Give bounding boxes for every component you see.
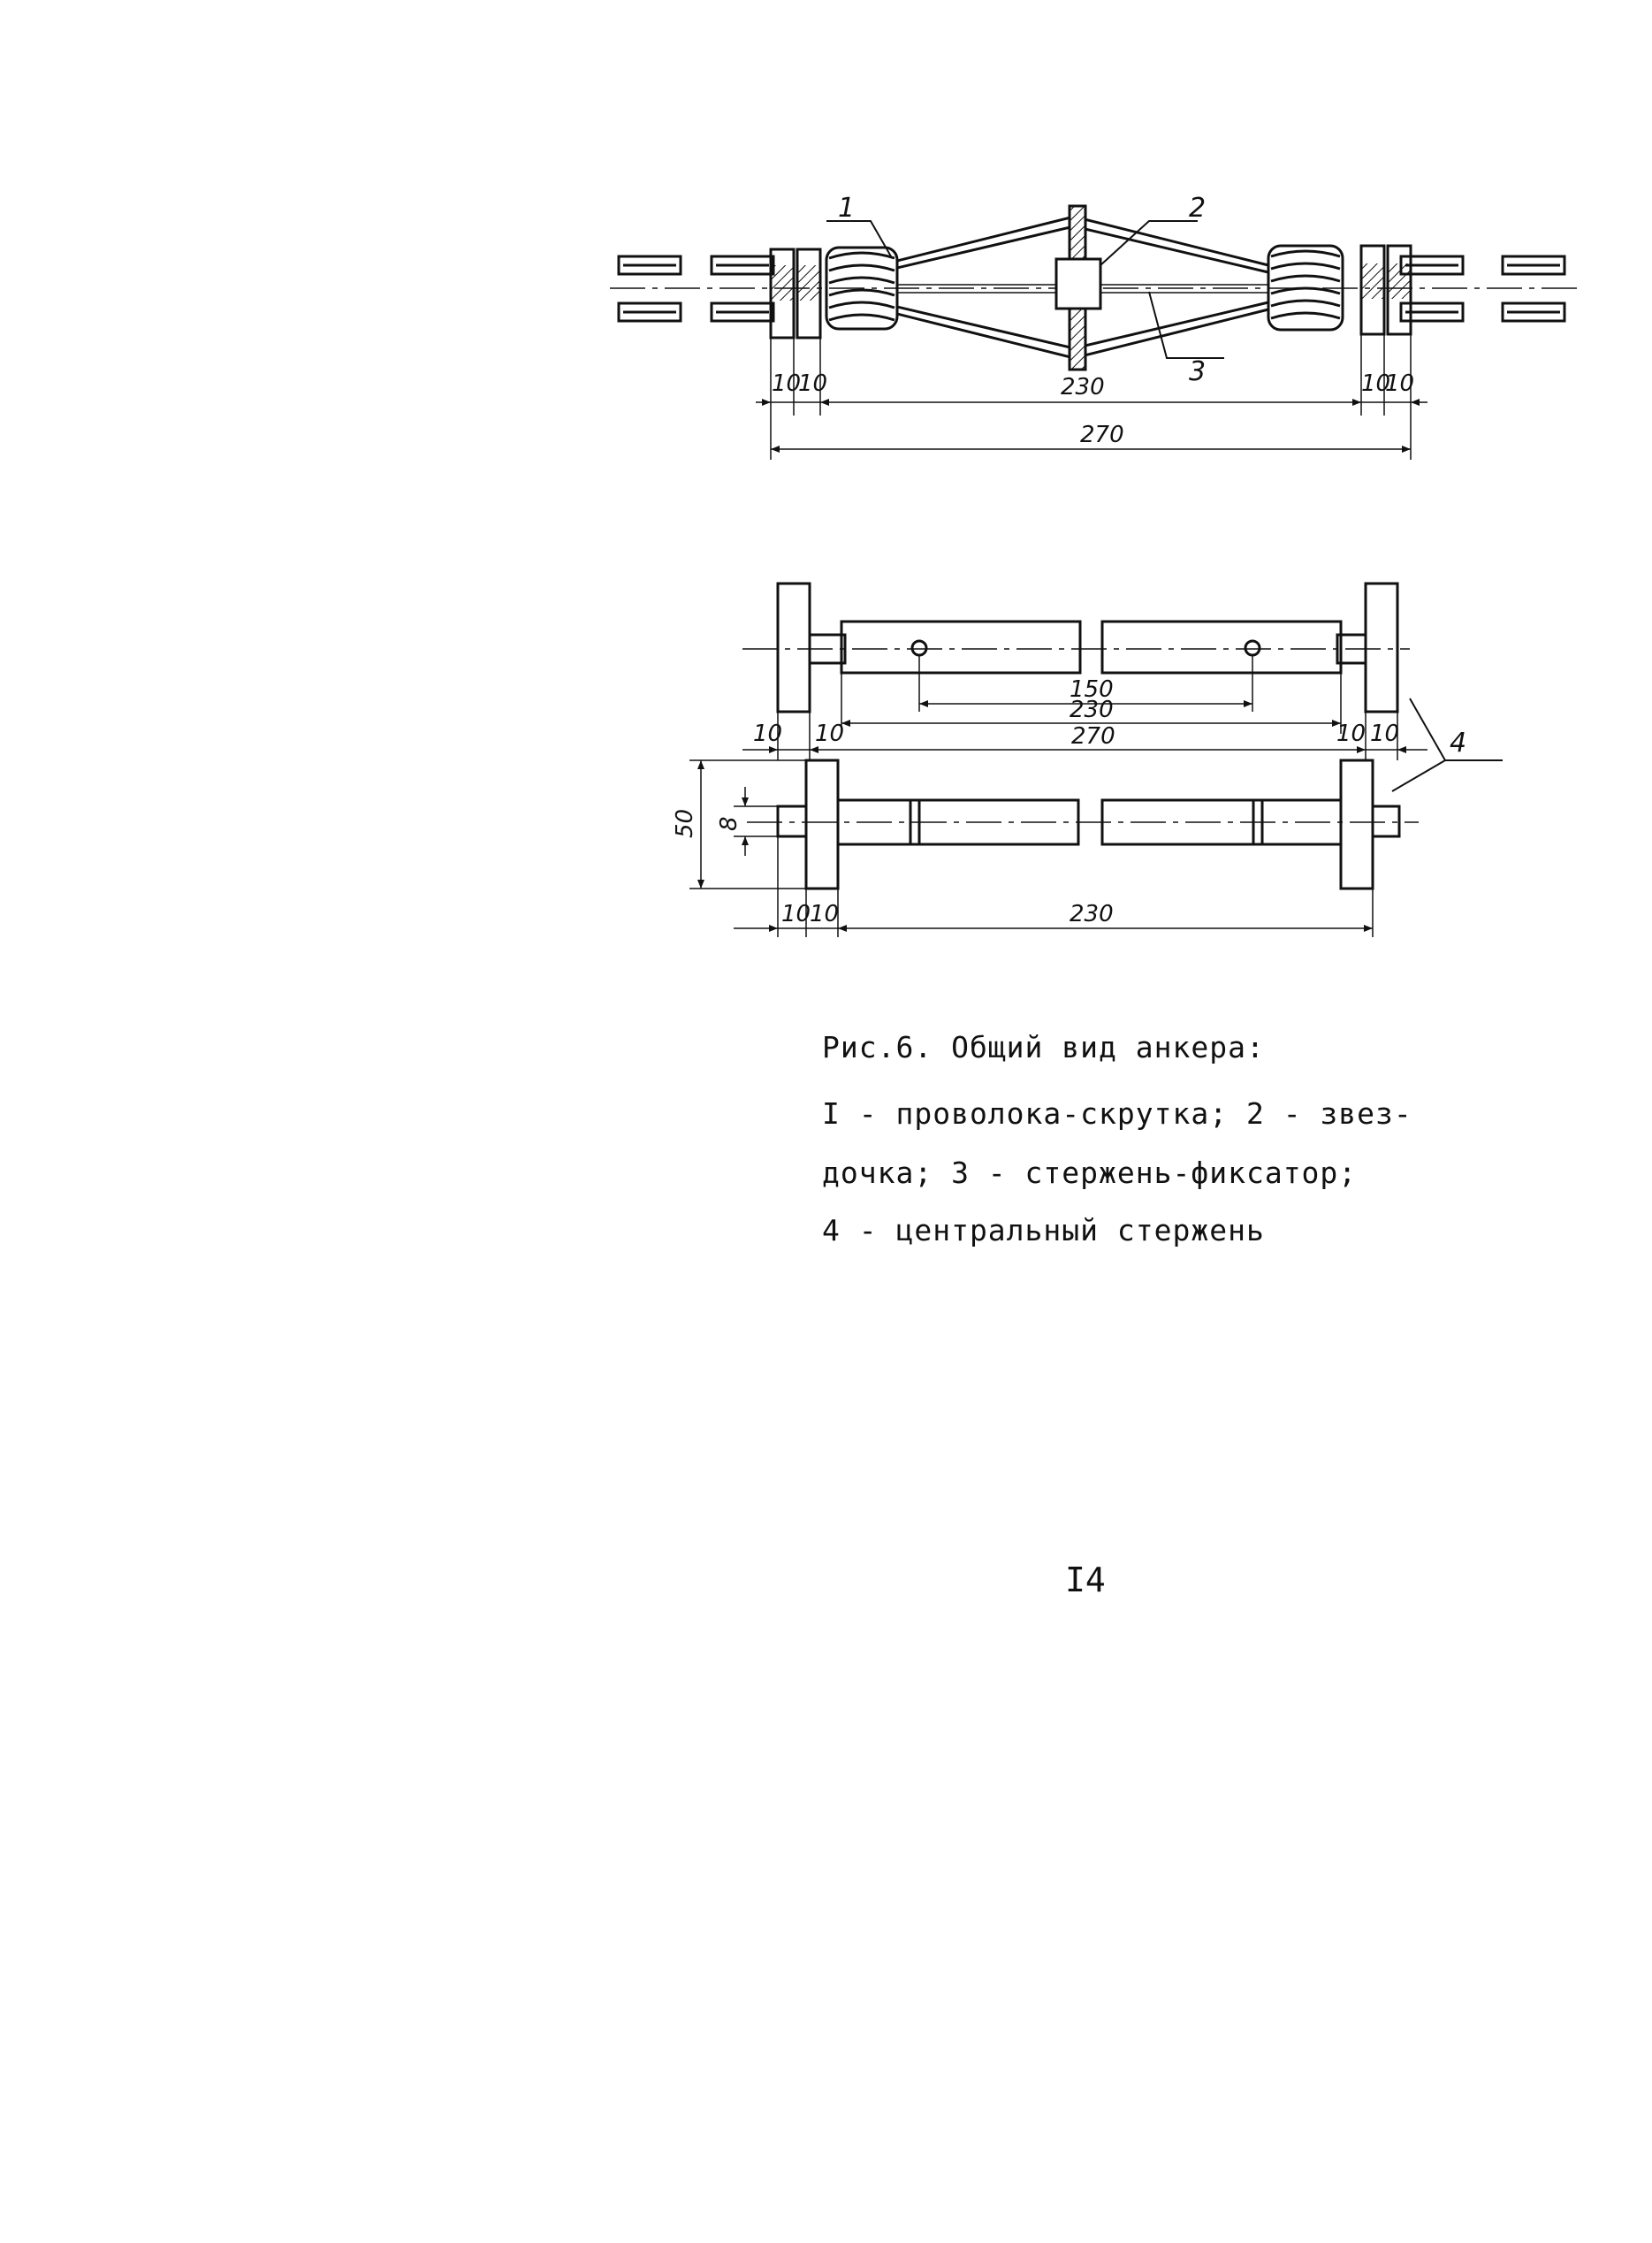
end-plate-right-bottom [1341, 760, 1373, 889]
dim-230-bottom: 230 [1070, 901, 1114, 927]
middle-view [742, 584, 1503, 791]
callout-1: 1 [838, 193, 856, 224]
bottom-view-labels [672, 809, 1114, 927]
hole-left [912, 641, 926, 655]
dim-230-mid: 230 [1070, 697, 1114, 723]
dim-8: 8 [716, 816, 742, 831]
figure-caption-line-1: I - проволока-скрутка; 2 - звез- [822, 1096, 1412, 1131]
fixator-rod-left [841, 622, 1080, 673]
dim-10-right-inner-mid: 10 [1336, 721, 1367, 747]
figure-caption-title: Рис.6. Общий вид анкера: [822, 1030, 1265, 1064]
dim-270: 270 [1080, 422, 1124, 448]
dim-10-right-outer: 10 [1385, 370, 1415, 397]
dim-10-left-outer-mid: 10 [753, 721, 783, 747]
dim-230: 230 [1061, 374, 1105, 401]
middle-view-labels [753, 676, 1466, 759]
dim-10-right-outer-mid: 10 [1370, 721, 1400, 747]
dim-50: 50 [672, 808, 698, 838]
figure-caption-line-2: дочка; 3 - стержень-фиксатор; [822, 1156, 1358, 1190]
dim-10-left-inner: 10 [798, 370, 828, 397]
dim-10-left-inner-mid: 10 [815, 721, 845, 747]
leader-3 [1149, 292, 1224, 358]
dim-10-left-inner-bottom: 10 [810, 901, 840, 927]
callout-3: 3 [1189, 356, 1207, 387]
page-number: I4 [1065, 1560, 1106, 1599]
dim-150: 150 [1070, 676, 1114, 703]
fixator-rod-right [1102, 622, 1341, 673]
dim-270-mid: 270 [1071, 723, 1115, 750]
callout-4: 4 [1450, 728, 1467, 759]
figure-caption-line-3: 4 - центральный стержень [822, 1213, 1265, 1247]
end-plate-left [778, 584, 810, 712]
hole-right [1245, 641, 1260, 655]
dim-10-right-inner: 10 [1361, 370, 1391, 397]
callout-2: 2 [1189, 193, 1207, 224]
rod-stubs-right [1401, 256, 1564, 321]
leader-1 [826, 221, 891, 256]
dim-10-left-outer-bottom: 10 [781, 901, 811, 927]
dim-10-left-outer: 10 [772, 370, 802, 397]
end-plate-left-bottom [806, 760, 838, 889]
end-plate-right [1366, 584, 1397, 712]
